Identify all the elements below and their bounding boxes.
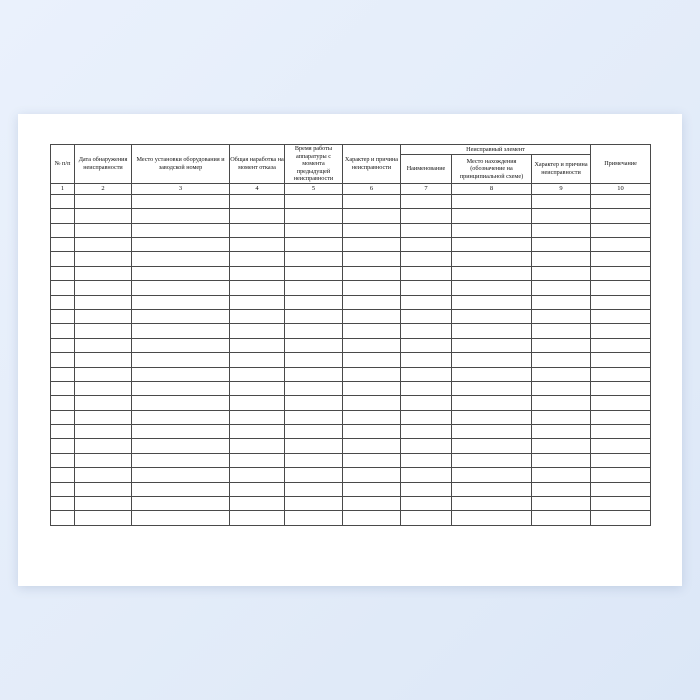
table-cell[interactable] xyxy=(51,453,75,467)
table-row[interactable] xyxy=(51,511,651,525)
table-row[interactable] xyxy=(51,252,651,266)
table-cell[interactable] xyxy=(401,295,452,309)
table-cell[interactable] xyxy=(532,223,591,237)
column-number-4: 4 xyxy=(230,183,285,194)
table-cell[interactable] xyxy=(285,482,343,496)
table-cell[interactable] xyxy=(285,295,343,309)
table-cell[interactable] xyxy=(230,309,285,323)
table-cell[interactable] xyxy=(230,237,285,251)
table-cell[interactable] xyxy=(532,324,591,338)
table-cell[interactable] xyxy=(452,425,532,439)
table-row[interactable] xyxy=(51,237,651,251)
document-paper xyxy=(18,114,682,586)
table-cell[interactable] xyxy=(230,381,285,395)
table-cell[interactable] xyxy=(51,425,75,439)
table-cell[interactable] xyxy=(132,425,230,439)
table-cell[interactable] xyxy=(343,453,401,467)
table-cell[interactable] xyxy=(230,338,285,352)
table-row[interactable] xyxy=(51,439,651,453)
table-cell[interactable] xyxy=(452,295,532,309)
table-cell[interactable] xyxy=(132,511,230,525)
table-cell[interactable] xyxy=(75,410,132,424)
table-cell[interactable] xyxy=(343,367,401,381)
table-row[interactable] xyxy=(51,295,651,309)
table-cell[interactable] xyxy=(343,338,401,352)
table-cell[interactable] xyxy=(230,295,285,309)
table-cell[interactable] xyxy=(343,281,401,295)
table-cell[interactable] xyxy=(75,338,132,352)
table-cell[interactable] xyxy=(75,295,132,309)
table-cell[interactable] xyxy=(230,252,285,266)
table-cell[interactable] xyxy=(532,309,591,323)
table-cell[interactable] xyxy=(285,223,343,237)
table-cell[interactable] xyxy=(532,209,591,223)
table-cell[interactable] xyxy=(132,453,230,467)
table-row[interactable] xyxy=(51,223,651,237)
table-cell[interactable] xyxy=(401,482,452,496)
table-cell[interactable] xyxy=(532,237,591,251)
table-cell[interactable] xyxy=(343,468,401,482)
table-cell[interactable] xyxy=(285,453,343,467)
table-cell[interactable] xyxy=(75,194,132,208)
table-cell[interactable] xyxy=(452,266,532,280)
table-cell[interactable] xyxy=(591,309,651,323)
column-number-7: 7 xyxy=(401,183,452,194)
table-cell[interactable] xyxy=(285,410,343,424)
table-cell[interactable] xyxy=(343,324,401,338)
table-cell[interactable] xyxy=(591,439,651,453)
table-cell[interactable] xyxy=(532,353,591,367)
column-number-6: 6 xyxy=(343,183,401,194)
header-cell-3: Место установки оборудования и заводской номер xyxy=(132,145,230,184)
column-number-10: 10 xyxy=(591,183,651,194)
table-cell[interactable] xyxy=(452,367,532,381)
table-cell[interactable] xyxy=(51,511,75,525)
table-cell[interactable] xyxy=(401,468,452,482)
table-row[interactable] xyxy=(51,338,651,352)
table-cell[interactable] xyxy=(532,338,591,352)
table-cell[interactable] xyxy=(452,482,532,496)
table-cell[interactable] xyxy=(591,410,651,424)
table-cell[interactable] xyxy=(132,367,230,381)
table-cell[interactable] xyxy=(343,209,401,223)
table-cell[interactable] xyxy=(75,425,132,439)
table-cell[interactable] xyxy=(285,309,343,323)
table-cell[interactable] xyxy=(532,425,591,439)
table-cell[interactable] xyxy=(230,468,285,482)
table-cell[interactable] xyxy=(343,194,401,208)
table-cell[interactable] xyxy=(401,353,452,367)
table-row[interactable] xyxy=(51,281,651,295)
table-cell[interactable] xyxy=(401,439,452,453)
table-cell[interactable] xyxy=(230,281,285,295)
table-cell[interactable] xyxy=(285,266,343,280)
table-cell[interactable] xyxy=(230,453,285,467)
table-cell[interactable] xyxy=(75,309,132,323)
table-cell[interactable] xyxy=(285,353,343,367)
table-cell[interactable] xyxy=(532,367,591,381)
table-cell[interactable] xyxy=(51,223,75,237)
table-cell[interactable] xyxy=(591,324,651,338)
table-cell[interactable] xyxy=(285,209,343,223)
table-cell[interactable] xyxy=(452,309,532,323)
table-cell[interactable] xyxy=(132,324,230,338)
table-cell[interactable] xyxy=(285,324,343,338)
table-cell[interactable] xyxy=(591,396,651,410)
table-cell[interactable] xyxy=(532,396,591,410)
table-cell[interactable] xyxy=(132,381,230,395)
table-cell[interactable] xyxy=(532,468,591,482)
table-cell[interactable] xyxy=(591,281,651,295)
table-cell[interactable] xyxy=(132,482,230,496)
table-cell[interactable] xyxy=(132,497,230,511)
table-cell[interactable] xyxy=(51,410,75,424)
table-cell[interactable] xyxy=(75,511,132,525)
table-cell[interactable] xyxy=(452,237,532,251)
table-cell[interactable] xyxy=(51,353,75,367)
table-cell[interactable] xyxy=(51,439,75,453)
table-container xyxy=(50,144,650,526)
table-row[interactable] xyxy=(51,453,651,467)
table-cell[interactable] xyxy=(51,367,75,381)
table-cell[interactable] xyxy=(285,381,343,395)
table-cell[interactable] xyxy=(401,338,452,352)
table-cell[interactable] xyxy=(532,497,591,511)
table-row[interactable] xyxy=(51,497,651,511)
table-cell[interactable] xyxy=(132,295,230,309)
table-cell[interactable] xyxy=(285,497,343,511)
table-cell[interactable] xyxy=(51,281,75,295)
table-cell[interactable] xyxy=(230,439,285,453)
table-row[interactable] xyxy=(51,209,651,223)
table-cell[interactable] xyxy=(230,482,285,496)
table-cell[interactable] xyxy=(452,468,532,482)
table-cell[interactable] xyxy=(401,425,452,439)
table-cell[interactable] xyxy=(230,223,285,237)
header-cell-5: Время работы аппаратуры с момента предыдущей неисправности xyxy=(285,145,343,184)
table-cell[interactable] xyxy=(452,410,532,424)
table-row[interactable] xyxy=(51,367,651,381)
header-cell-10: Примечание xyxy=(591,145,651,184)
header-cell-2: Дата обнаружения неисправности xyxy=(75,145,132,184)
table-cell[interactable] xyxy=(132,194,230,208)
table-cell[interactable] xyxy=(401,497,452,511)
table-cell[interactable] xyxy=(230,425,285,439)
table-cell[interactable] xyxy=(343,295,401,309)
column-number-2: 2 xyxy=(75,183,132,194)
table-cell[interactable] xyxy=(132,223,230,237)
table-cell[interactable] xyxy=(285,396,343,410)
table-cell[interactable] xyxy=(532,194,591,208)
table-cell[interactable] xyxy=(132,209,230,223)
table-cell[interactable] xyxy=(75,468,132,482)
table-cell[interactable] xyxy=(591,338,651,352)
header-cell-1: № п/п xyxy=(51,145,75,184)
table-cell[interactable] xyxy=(285,511,343,525)
table-cell[interactable] xyxy=(401,324,452,338)
table-cell[interactable] xyxy=(230,266,285,280)
table-cell[interactable] xyxy=(452,381,532,395)
table-cell[interactable] xyxy=(132,252,230,266)
table-cell[interactable] xyxy=(75,252,132,266)
table-cell[interactable] xyxy=(452,511,532,525)
table-cell[interactable] xyxy=(230,367,285,381)
column-number-9: 9 xyxy=(532,183,591,194)
table-cell[interactable] xyxy=(51,482,75,496)
table-cell[interactable] xyxy=(401,266,452,280)
header-cell-6: Характер и причина неисправности xyxy=(343,145,401,184)
table-cell[interactable] xyxy=(343,381,401,395)
column-number-5: 5 xyxy=(285,183,343,194)
table-cell[interactable] xyxy=(591,468,651,482)
table-cell[interactable] xyxy=(51,252,75,266)
table-row[interactable] xyxy=(51,324,651,338)
table-cell[interactable] xyxy=(132,468,230,482)
table-row[interactable] xyxy=(51,381,651,395)
table-cell[interactable] xyxy=(132,237,230,251)
table-body xyxy=(51,194,651,525)
table-cell[interactable] xyxy=(591,381,651,395)
table-row[interactable] xyxy=(51,482,651,496)
table-cell[interactable] xyxy=(591,266,651,280)
table-cell[interactable] xyxy=(452,209,532,223)
table-cell[interactable] xyxy=(452,396,532,410)
table-row[interactable] xyxy=(51,266,651,280)
table-cell[interactable] xyxy=(532,511,591,525)
table-cell[interactable] xyxy=(230,497,285,511)
table-cell[interactable] xyxy=(532,453,591,467)
table-cell[interactable] xyxy=(230,353,285,367)
header-cell-8: Место нахождения (обозначение на принципиальной схеме) xyxy=(452,155,532,184)
table-cell[interactable] xyxy=(401,396,452,410)
table-cell[interactable] xyxy=(343,482,401,496)
table-cell[interactable] xyxy=(401,410,452,424)
table-cell[interactable] xyxy=(75,396,132,410)
table-cell[interactable] xyxy=(591,425,651,439)
table-cell[interactable] xyxy=(51,381,75,395)
table-cell[interactable] xyxy=(591,497,651,511)
table-cell[interactable] xyxy=(452,324,532,338)
table-cell[interactable] xyxy=(285,338,343,352)
table-cell[interactable] xyxy=(132,338,230,352)
table-cell[interactable] xyxy=(452,338,532,352)
table-cell[interactable] xyxy=(51,338,75,352)
table-cell[interactable] xyxy=(75,209,132,223)
table-cell[interactable] xyxy=(285,237,343,251)
table-cell[interactable] xyxy=(532,281,591,295)
table-cell[interactable] xyxy=(401,237,452,251)
table-cell[interactable] xyxy=(591,367,651,381)
header-group-faulty-element: Неисправный элемент xyxy=(401,145,591,155)
table-cell[interactable] xyxy=(452,497,532,511)
table-cell[interactable] xyxy=(343,439,401,453)
table-cell[interactable] xyxy=(230,511,285,525)
table-cell[interactable] xyxy=(132,439,230,453)
table-cell[interactable] xyxy=(51,266,75,280)
table-cell[interactable] xyxy=(51,194,75,208)
table-row[interactable] xyxy=(51,309,651,323)
column-number-3: 3 xyxy=(132,183,230,194)
table-cell[interactable] xyxy=(132,396,230,410)
table-cell[interactable] xyxy=(591,511,651,525)
table-cell[interactable] xyxy=(591,237,651,251)
table-cell[interactable] xyxy=(75,324,132,338)
table-cell[interactable] xyxy=(285,439,343,453)
table-cell[interactable] xyxy=(401,511,452,525)
table-cell[interactable] xyxy=(51,309,75,323)
table-cell[interactable] xyxy=(401,194,452,208)
table-cell[interactable] xyxy=(230,396,285,410)
table-cell[interactable] xyxy=(343,266,401,280)
table-cell[interactable] xyxy=(51,468,75,482)
table-cell[interactable] xyxy=(75,497,132,511)
table-cell[interactable] xyxy=(285,367,343,381)
table-cell[interactable] xyxy=(591,295,651,309)
table-cell[interactable] xyxy=(51,237,75,251)
table-cell[interactable] xyxy=(343,252,401,266)
table-cell[interactable] xyxy=(285,194,343,208)
table-cell[interactable] xyxy=(452,281,532,295)
table-row[interactable] xyxy=(51,410,651,424)
table-cell[interactable] xyxy=(532,410,591,424)
table-cell[interactable] xyxy=(591,209,651,223)
table-cell[interactable] xyxy=(532,439,591,453)
table-cell[interactable] xyxy=(532,381,591,395)
table-cell[interactable] xyxy=(591,223,651,237)
table-cell[interactable] xyxy=(51,209,75,223)
table-cell[interactable] xyxy=(343,309,401,323)
table-cell[interactable] xyxy=(452,223,532,237)
table-cell[interactable] xyxy=(285,468,343,482)
table-cell[interactable] xyxy=(132,281,230,295)
table-cell[interactable] xyxy=(132,266,230,280)
table-cell[interactable] xyxy=(343,237,401,251)
table-cell[interactable] xyxy=(51,324,75,338)
table-cell[interactable] xyxy=(343,223,401,237)
table-cell[interactable] xyxy=(285,281,343,295)
table-cell[interactable] xyxy=(132,309,230,323)
table-row[interactable] xyxy=(51,194,651,208)
column-number-1: 1 xyxy=(51,183,75,194)
table-cell[interactable] xyxy=(532,295,591,309)
table-cell[interactable] xyxy=(75,381,132,395)
table-cell[interactable] xyxy=(591,353,651,367)
table-cell[interactable] xyxy=(343,425,401,439)
table-cell[interactable] xyxy=(75,223,132,237)
table-cell[interactable] xyxy=(343,511,401,525)
table-cell[interactable] xyxy=(452,453,532,467)
header-row-numbers xyxy=(51,183,651,194)
table-cell[interactable] xyxy=(285,252,343,266)
table-cell[interactable] xyxy=(75,266,132,280)
table-cell[interactable] xyxy=(132,410,230,424)
table-cell[interactable] xyxy=(452,194,532,208)
table-cell[interactable] xyxy=(230,194,285,208)
table-cell[interactable] xyxy=(75,453,132,467)
table-cell[interactable] xyxy=(591,453,651,467)
table-row[interactable] xyxy=(51,353,651,367)
header-cell-9: Характер и причина неисправности xyxy=(532,155,591,184)
table-cell[interactable] xyxy=(591,482,651,496)
header-cell-7: Наименование xyxy=(401,155,452,184)
table-cell[interactable] xyxy=(132,353,230,367)
table-cell[interactable] xyxy=(401,309,452,323)
table-cell[interactable] xyxy=(285,425,343,439)
table-cell[interactable] xyxy=(452,439,532,453)
table-cell[interactable] xyxy=(343,396,401,410)
table-cell[interactable] xyxy=(230,324,285,338)
table-cell[interactable] xyxy=(51,497,75,511)
table-cell[interactable] xyxy=(75,482,132,496)
table-cell[interactable] xyxy=(401,453,452,467)
table-cell[interactable] xyxy=(51,295,75,309)
table-cell[interactable] xyxy=(452,252,532,266)
table-cell[interactable] xyxy=(230,410,285,424)
header-cell-4: Общая наработка на момент отказа xyxy=(230,145,285,184)
table-cell[interactable] xyxy=(532,482,591,496)
table-cell[interactable] xyxy=(452,353,532,367)
table-cell[interactable] xyxy=(75,367,132,381)
table-cell[interactable] xyxy=(401,252,452,266)
table-cell[interactable] xyxy=(75,281,132,295)
table-cell[interactable] xyxy=(401,223,452,237)
table-cell[interactable] xyxy=(343,497,401,511)
fault-log-table xyxy=(50,144,651,526)
table-cell[interactable] xyxy=(51,396,75,410)
table-cell[interactable] xyxy=(230,209,285,223)
table-cell[interactable] xyxy=(591,252,651,266)
table-cell[interactable] xyxy=(75,237,132,251)
table-cell[interactable] xyxy=(401,381,452,395)
table-cell[interactable] xyxy=(401,281,452,295)
table-cell[interactable] xyxy=(401,209,452,223)
table-cell[interactable] xyxy=(401,367,452,381)
table-header xyxy=(51,145,651,195)
column-number-8: 8 xyxy=(452,183,532,194)
table-cell[interactable] xyxy=(532,266,591,280)
table-cell[interactable] xyxy=(591,194,651,208)
table-row[interactable] xyxy=(51,468,651,482)
header-row-labels xyxy=(51,145,651,155)
table-row[interactable] xyxy=(51,396,651,410)
table-cell[interactable] xyxy=(75,353,132,367)
table-row[interactable] xyxy=(51,425,651,439)
table-cell[interactable] xyxy=(343,410,401,424)
table-cell[interactable] xyxy=(532,252,591,266)
table-cell[interactable] xyxy=(75,439,132,453)
table-cell[interactable] xyxy=(343,353,401,367)
